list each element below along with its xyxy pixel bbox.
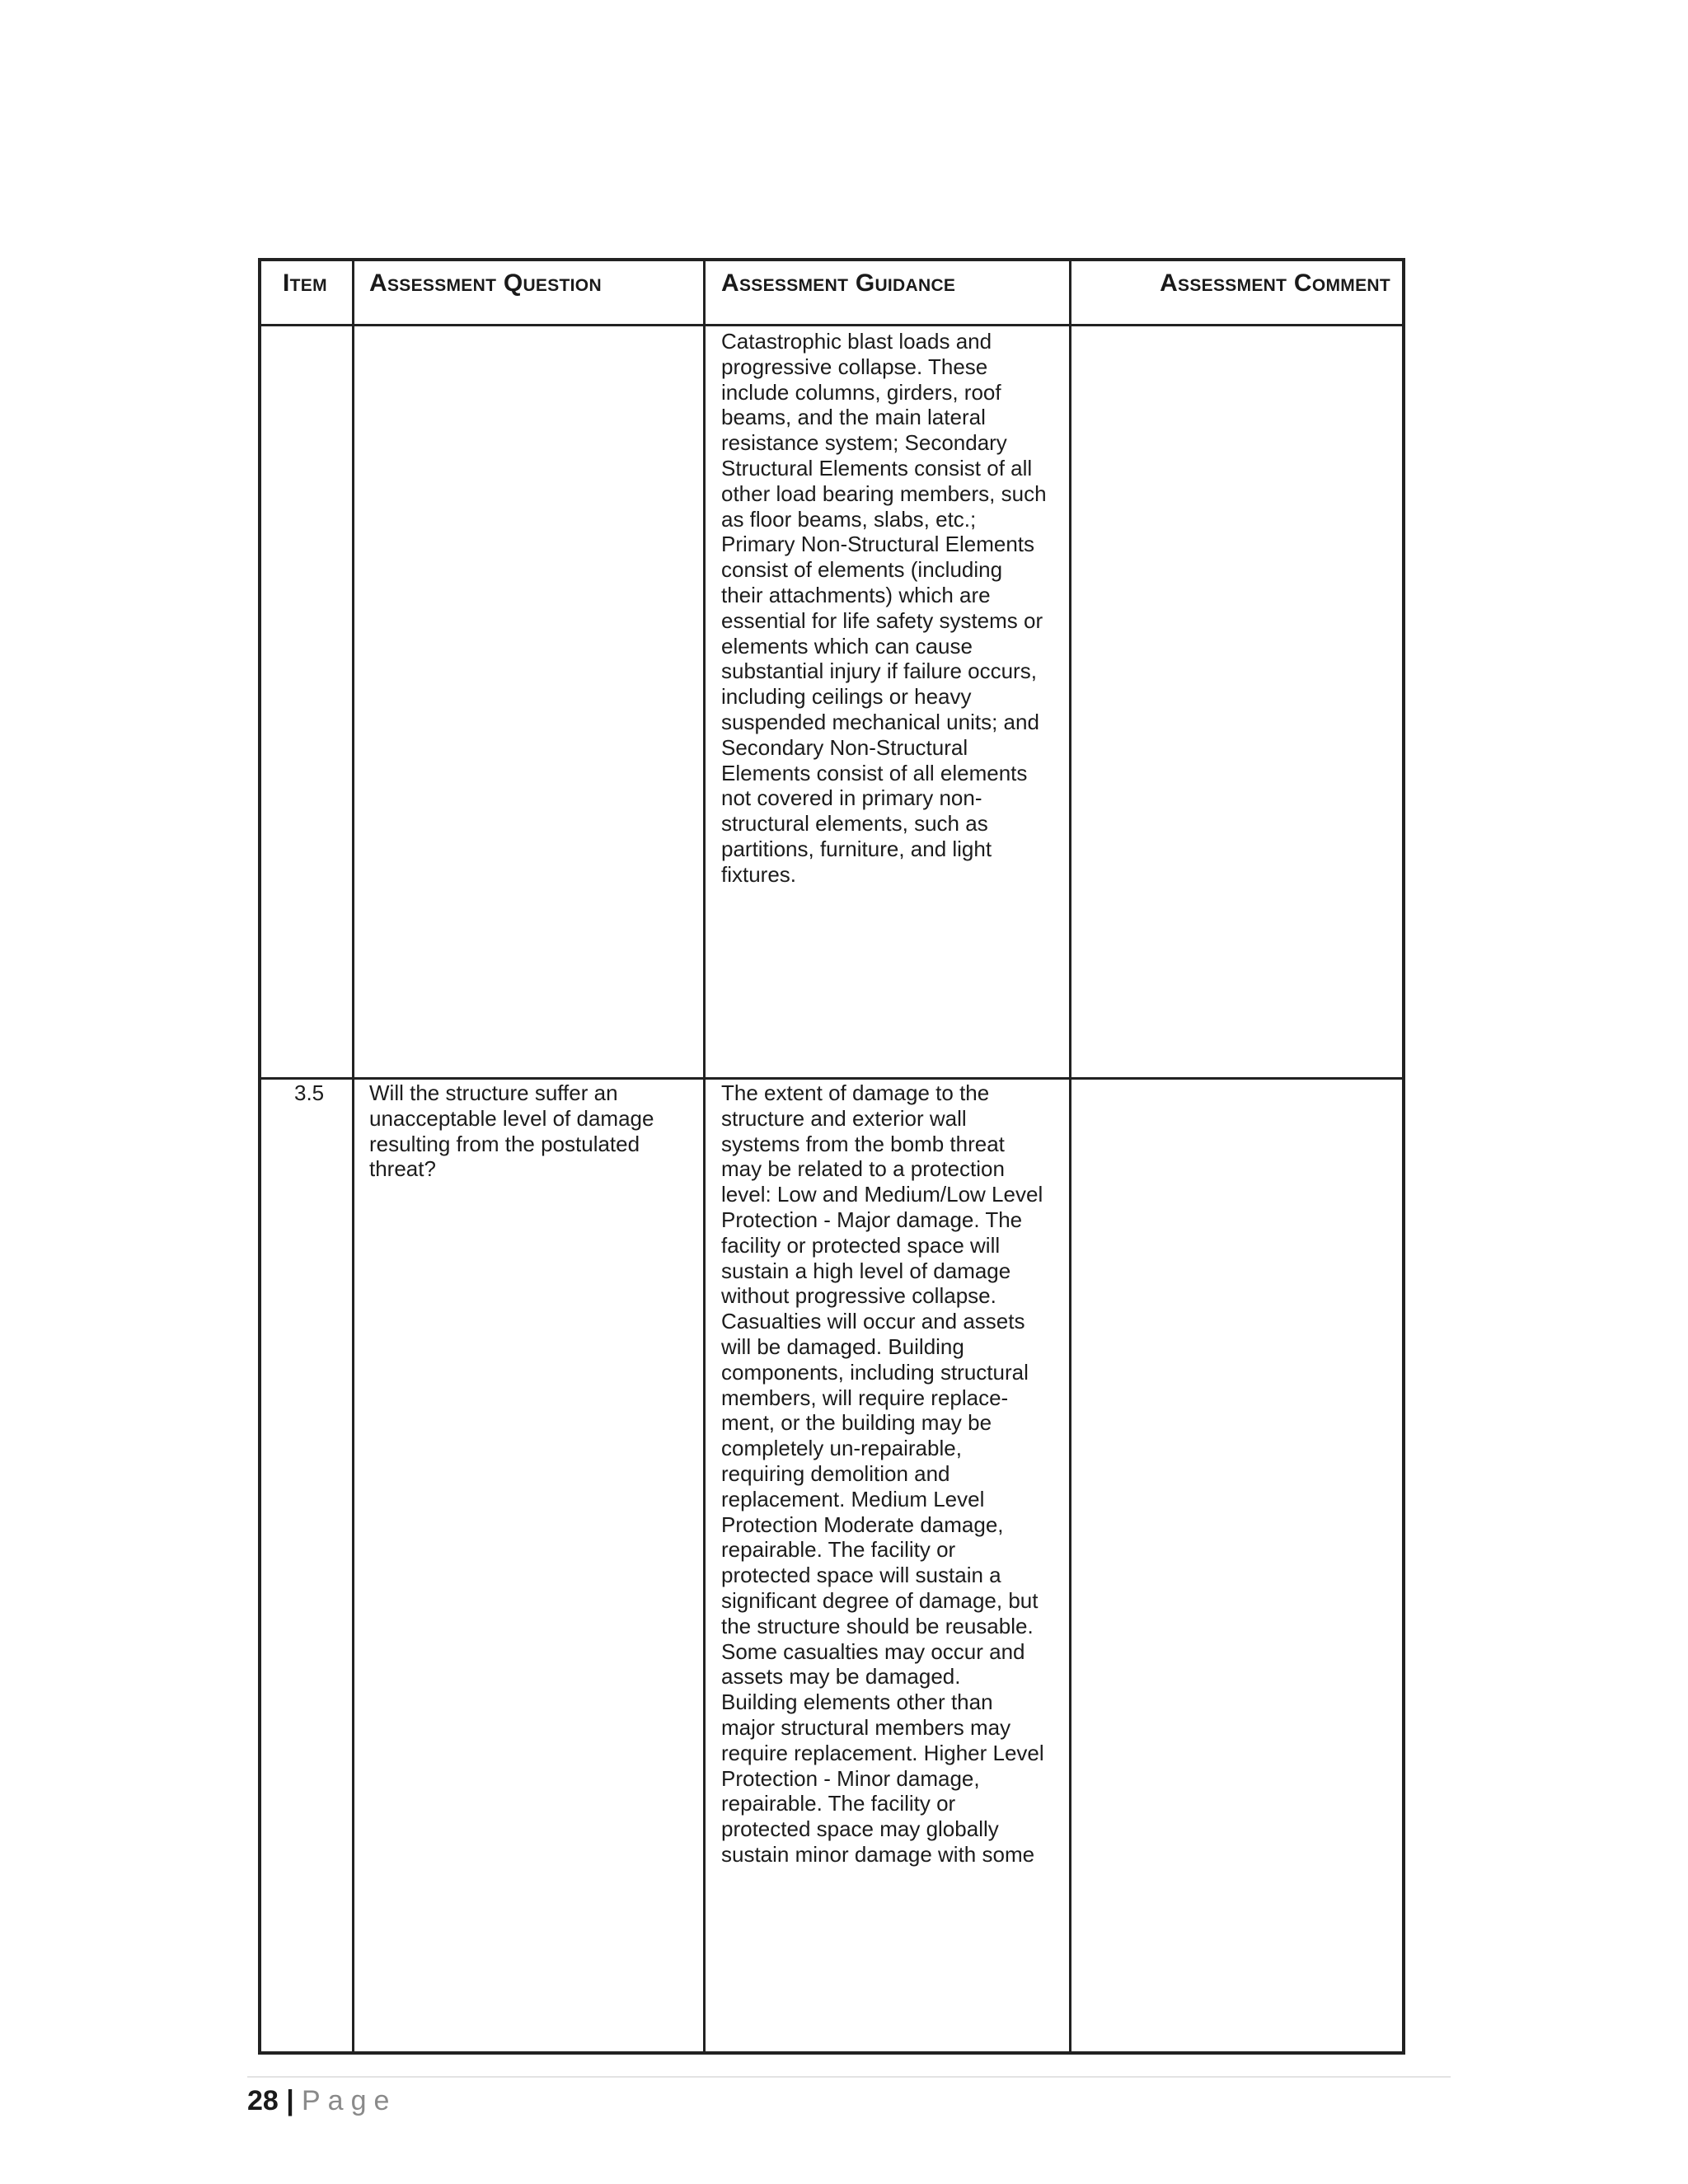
column-divider [703,261,706,2051]
header-assessment-comment: Assessment Comment [1160,269,1390,297]
row-divider [261,1077,1402,1080]
header-row-divider [261,324,1402,326]
row-2-item: 3.5 [294,1080,325,1105]
footer-rule [247,2076,1451,2078]
assessment-table [258,258,1405,2055]
row-1-guidance: Catastrophic blast loads and progressive collapse. These include columns, girders, roof beams, and the main lateral resistance system; Secondary Structural Elements consist of all other load bearing members, such as floor beams, slabs, etc.; Primary Non-Structural Elements consist of elements (including their attachments) which are essential for life safety systems or elements which can cause substantial injury if failure occurs, including ceilings or heavy suspended mechanical units; and Secondary Non-Structural Elements consist of all elements not covered in primary non- structural elements, such as partitions, furniture, and light fixtures. [721,329,1047,887]
row-2-guidance: The extent of damage to the structure and exterior wall systems from the bomb threat may be related to a protection level: Low and Medium/Low Level Protection - Major damage. The facility or protected space will sustain a high level of damage without progressive collapse. Casualties will occur and assets will be damaged. Building components, including structural members, will require replace- ment, or the building may be completely un-repairable, requiring demolition and replacement. Medium Level Protection Moderate damage, repairable. The facility or protected space will sustain a significant degree of damage, but the structure should be reusable. Some casualties may occur and assets may be damaged. Building elements other than major structural members may require replacement. Higher Level Protection - Minor damage, repairable. The facility or protected space may globally sustain minor damage with some [721,1080,1044,1867]
column-divider [1069,261,1071,2051]
page-number: 28 | [247,2085,294,2116]
header-assessment-question: Assessment Question [369,269,602,297]
page-label: Page [302,2085,397,2116]
header-assessment-guidance: Assessment Guidance [721,269,956,297]
row-2-question: Will the structure suffer an unacceptable level of damage resulting from the postulated threat? [369,1080,654,1182]
header-item: Item [283,269,327,297]
column-divider [352,261,354,2051]
